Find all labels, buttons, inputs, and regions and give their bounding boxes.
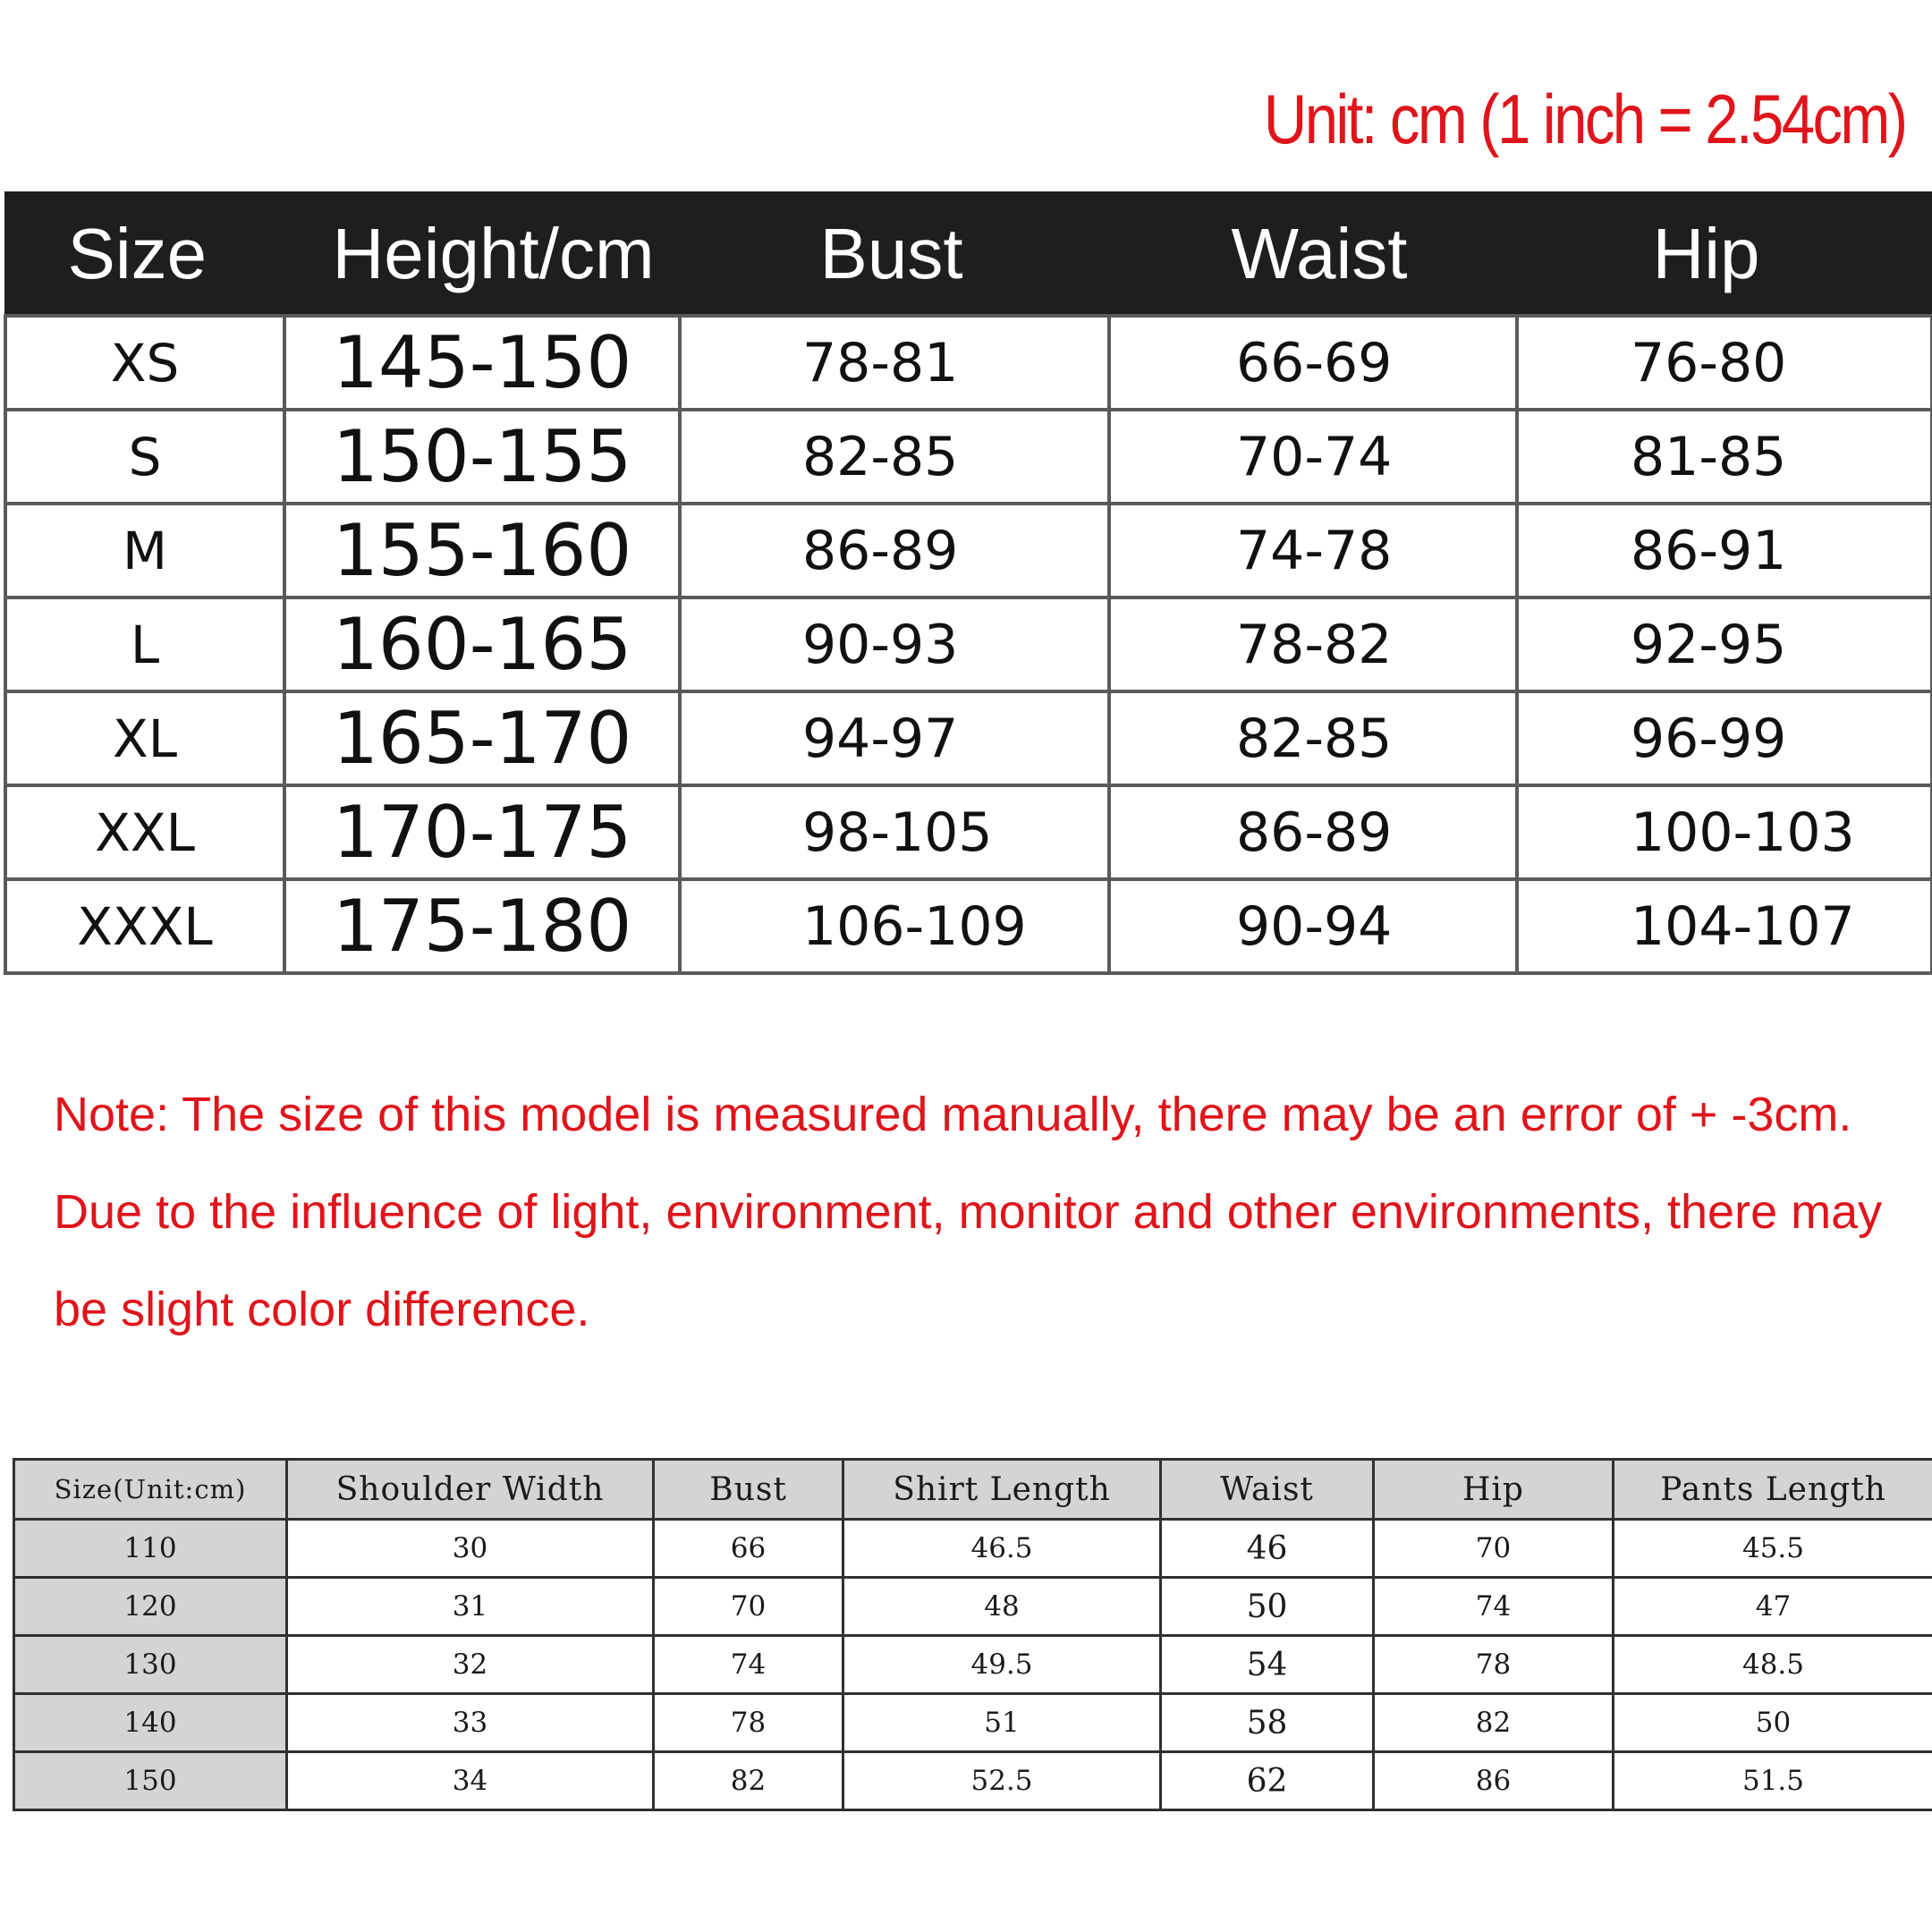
bust-cell: 82-85: [680, 410, 1109, 504]
height-cell: 155-160: [284, 504, 680, 597]
bust-cell: 78-81: [680, 316, 1109, 410]
size-cell: XXXL: [5, 879, 284, 973]
waist-cell: 74-78: [1109, 504, 1517, 597]
table-row: [14, 1636, 1932, 1694]
shirt-length-cell: 46.5: [843, 1520, 1161, 1578]
kids-header-shirt-length: Shirt Length: [843, 1460, 1161, 1520]
table-row: [5, 879, 1932, 973]
table-row: [5, 316, 1932, 410]
table-row: [14, 1578, 1932, 1636]
size-cell: L: [5, 597, 284, 691]
header-bust: Bust: [680, 193, 1109, 317]
bust-cell: 86-89: [680, 504, 1109, 597]
height-cell: 170-175: [284, 785, 680, 879]
waist-cell: 66-69: [1109, 316, 1517, 410]
note-line: be slight color difference.: [54, 1283, 590, 1336]
hip-cell: 100-103: [1517, 785, 1932, 879]
hip-cell: 78: [1374, 1636, 1614, 1694]
kids-size-cell: 140: [14, 1694, 287, 1752]
bust-cell: 106-109: [680, 879, 1109, 973]
kids-header-size: Size(Unit:cm): [14, 1460, 287, 1520]
shoulder-cell: 32: [287, 1636, 654, 1694]
size-cell: XL: [5, 691, 284, 785]
header-height: Height/cm: [284, 193, 680, 317]
size-cell: XXL: [5, 785, 284, 879]
size-chart-table: [4, 191, 1932, 975]
hip-cell: 74: [1374, 1578, 1614, 1636]
note-line: Due to the influence of light, environment, monitor and other environments, there may: [54, 1185, 1883, 1239]
pants-length-cell: 51.5: [1614, 1752, 1932, 1810]
header-hip: Hip: [1517, 193, 1932, 317]
waist-cell: 54: [1161, 1636, 1374, 1694]
bust-cell: 82: [654, 1752, 843, 1810]
shirt-length-cell: 52.5: [843, 1752, 1161, 1810]
kids-header-row: [14, 1460, 1932, 1520]
hip-cell: 92-95: [1517, 597, 1932, 691]
hip-cell: 86-91: [1517, 504, 1932, 597]
kids-header-bust: Bust: [654, 1460, 843, 1520]
pants-length-cell: 48.5: [1614, 1636, 1932, 1694]
shoulder-cell: 33: [287, 1694, 654, 1752]
waist-cell: 82-85: [1109, 691, 1517, 785]
hip-cell: 81-85: [1517, 410, 1932, 504]
height-cell: 160-165: [284, 597, 680, 691]
hip-cell: 70: [1374, 1520, 1614, 1578]
table-row: [5, 785, 1932, 879]
pants-length-cell: 50: [1614, 1694, 1932, 1752]
table-row: [14, 1752, 1932, 1810]
hip-cell: 82: [1374, 1694, 1614, 1752]
table-row: [14, 1694, 1932, 1752]
size-cell: XS: [5, 316, 284, 410]
kids-header-hip: Hip: [1374, 1460, 1614, 1520]
unit-note: Unit: cm (1 inch = 2.54cm): [1263, 80, 1905, 158]
header-waist: Waist: [1109, 193, 1517, 317]
bust-cell: 74: [654, 1636, 843, 1694]
kids-size-cell: 120: [14, 1578, 287, 1636]
note-line: Note: The size of this model is measured manually, there may be an error of + -3cm.: [54, 1088, 1852, 1141]
height-cell: 150-155: [284, 410, 680, 504]
hip-cell: 76-80: [1517, 316, 1932, 410]
kids-header-waist: Waist: [1161, 1460, 1374, 1520]
shirt-length-cell: 49.5: [843, 1636, 1161, 1694]
waist-cell: 70-74: [1109, 410, 1517, 504]
kids-header-pants-length: Pants Length: [1614, 1460, 1932, 1520]
waist-cell: 58: [1161, 1694, 1374, 1752]
shirt-length-cell: 48: [843, 1578, 1161, 1636]
notes-block: [54, 1066, 1914, 1359]
bust-cell: 66: [654, 1520, 843, 1578]
size-cell: M: [5, 504, 284, 597]
waist-cell: 50: [1161, 1578, 1374, 1636]
pants-length-cell: 47: [1614, 1578, 1932, 1636]
shoulder-cell: 31: [287, 1578, 654, 1636]
table-row: [5, 504, 1932, 597]
table-row: [5, 597, 1932, 691]
table-row: [5, 691, 1932, 785]
kids-size-cell: 130: [14, 1636, 287, 1694]
shirt-length-cell: 51: [843, 1694, 1161, 1752]
hip-cell: 104-107: [1517, 879, 1932, 973]
shoulder-cell: 34: [287, 1752, 654, 1810]
waist-cell: 62: [1161, 1752, 1374, 1810]
kids-size-table: [13, 1458, 1932, 1811]
shoulder-cell: 30: [287, 1520, 654, 1578]
pants-length-cell: 45.5: [1614, 1520, 1932, 1578]
kids-size-cell: 150: [14, 1752, 287, 1810]
height-cell: 175-180: [284, 879, 680, 973]
size-cell: S: [5, 410, 284, 504]
height-cell: 145-150: [284, 316, 680, 410]
header-size: Size: [5, 193, 284, 317]
bust-cell: 70: [654, 1578, 843, 1636]
waist-cell: 86-89: [1109, 785, 1517, 879]
bust-cell: 90-93: [680, 597, 1109, 691]
waist-cell: 90-94: [1109, 879, 1517, 973]
bust-cell: 78: [654, 1694, 843, 1752]
bust-cell: 94-97: [680, 691, 1109, 785]
bust-cell: 98-105: [680, 785, 1109, 879]
waist-cell: 78-82: [1109, 597, 1517, 691]
hip-cell: 86: [1374, 1752, 1614, 1810]
kids-size-cell: 110: [14, 1520, 287, 1578]
waist-cell: 46: [1161, 1520, 1374, 1578]
table-row: [14, 1520, 1932, 1578]
table-row: [5, 410, 1932, 504]
hip-cell: 96-99: [1517, 691, 1932, 785]
height-cell: 165-170: [284, 691, 680, 785]
kids-header-shoulder: Shoulder Width: [287, 1460, 654, 1520]
size-chart-header-row: [5, 193, 1932, 317]
